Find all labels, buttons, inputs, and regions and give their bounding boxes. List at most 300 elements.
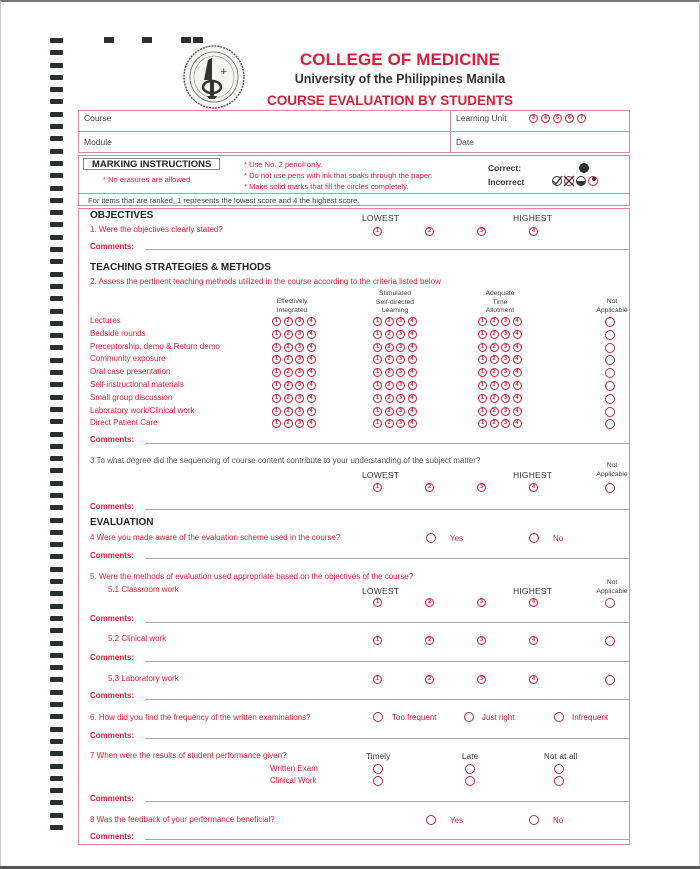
learning-unit-bubble-7[interactable]: 7: [577, 114, 586, 123]
timing-mark: [50, 345, 63, 350]
method-6-criteria-1-bubble-2[interactable]: 2: [385, 394, 394, 403]
method-4-criteria-1-bubble-4[interactable]: 4: [408, 368, 417, 377]
comments-line-q5-1[interactable]: [145, 622, 630, 623]
method-0-criteria-1-bubble-2[interactable]: 2: [385, 317, 394, 326]
highest-label: HIGHEST: [513, 213, 553, 223]
q5-2-bubble-1[interactable]: 1: [373, 636, 382, 645]
not-applicable-label: Not Applicable: [596, 579, 628, 595]
timing-mark: [50, 186, 63, 191]
q7-row-clinical-work: Clinical Work: [270, 776, 317, 785]
q6-infrequent-radio[interactable]: [554, 712, 564, 722]
q7-written-not-at-all-radio[interactable]: [554, 764, 564, 774]
comments-line-q1[interactable]: [145, 249, 630, 250]
q8-yes-label: Yes: [450, 816, 464, 825]
method-4-criteria-1-bubble-1[interactable]: 1: [373, 368, 382, 377]
highest-label: HIGHEST: [513, 470, 553, 480]
university-seal-icon: [182, 44, 246, 110]
q3-bubble-3[interactable]: 3: [477, 483, 486, 492]
comments-label: Comments:: [90, 731, 135, 740]
method-3-criteria-2-bubble-2[interactable]: 2: [490, 355, 499, 364]
q5-2-bubble-4[interactable]: 4: [529, 636, 538, 645]
method-3-criteria-1-bubble-1[interactable]: 1: [373, 355, 382, 364]
q5-1-not-applicable-radio[interactable]: [605, 598, 615, 608]
method-6-criteria-2-bubble-1[interactable]: 1: [478, 394, 487, 403]
q6-just-right-label: Just right: [482, 713, 515, 722]
q6-too-frequent-radio[interactable]: [373, 712, 383, 722]
comments-line-q4[interactable]: [145, 558, 630, 559]
q5-3-bubble-2[interactable]: 2: [425, 675, 434, 684]
method-5-criteria-2-bubble-2[interactable]: 2: [490, 381, 499, 390]
q4-yes-label: Yes: [450, 534, 464, 543]
q5-3-not-applicable-radio[interactable]: [605, 675, 615, 685]
question-4: 4 Were you made aware of the evaluation scheme used in the course?: [90, 533, 341, 542]
question-5: 5. Were the methods of evaluation used appropriate based on the objectives of the course?: [90, 572, 414, 581]
method-8-criteria-0-bubble-2[interactable]: 2: [284, 419, 293, 428]
timing-mark: [50, 419, 63, 424]
method-8-criteria-1-bubble-2[interactable]: 2: [385, 419, 394, 428]
method-2-criteria-0-bubble-1[interactable]: 1: [272, 343, 281, 352]
comments-line-q5-3[interactable]: [145, 699, 630, 700]
timing-mark: [50, 554, 63, 559]
q4-yes-radio[interactable]: [426, 533, 436, 543]
comments-label: Comments:: [90, 551, 135, 560]
method-0-criteria-1-bubble-4[interactable]: 4: [408, 317, 417, 326]
method-1-criteria-1-bubble-4[interactable]: 4: [408, 330, 417, 339]
timing-mark: [50, 333, 63, 338]
objectives-heading: OBJECTIVES: [90, 210, 154, 221]
timing-mark: [50, 665, 63, 670]
timing-mark: [50, 284, 63, 289]
timing-mark: [50, 259, 63, 264]
q5-2-bubble-2[interactable]: 2: [425, 636, 434, 645]
q3-bubble-2[interactable]: 2: [425, 483, 434, 492]
method-3-criteria-2-bubble-1[interactable]: 1: [478, 355, 487, 364]
timing-mark: [50, 370, 63, 375]
question-5-1: 5.1 Classroom work: [108, 585, 179, 594]
rule-2: * Do not use pens with ink that soaks through the paper.: [244, 171, 433, 180]
timing-mark: [50, 542, 63, 547]
no-erasures-note: * No erasures are allowed: [103, 175, 191, 184]
timing-mark: [50, 764, 63, 769]
timing-mark: [50, 800, 63, 805]
method-2-criteria-1-bubble-1[interactable]: 1: [373, 343, 382, 352]
registration-mark: [142, 37, 152, 43]
form-title: COURSE EVALUATION BY STUDENTS: [266, 93, 514, 108]
q8-yes-radio[interactable]: [426, 815, 436, 825]
q1-bubble-4[interactable]: 4: [529, 227, 538, 236]
method-4-criteria-0-bubble-1[interactable]: 1: [272, 368, 281, 377]
method-5-criteria-1-bubble-4[interactable]: 4: [408, 381, 417, 390]
method-3-criteria-0-bubble-3[interactable]: 3: [295, 355, 304, 364]
method-2-criteria-2-bubble-4[interactable]: 4: [513, 343, 522, 352]
method-1-criteria-1-bubble-2[interactable]: 2: [385, 330, 394, 339]
timing-mark: [50, 493, 63, 498]
method-7-criteria-1-bubble-4[interactable]: 4: [408, 407, 417, 416]
method-4-criteria-2-bubble-2[interactable]: 2: [490, 368, 499, 377]
method-2-criteria-1-bubble-4[interactable]: 4: [408, 343, 417, 352]
q7-col-not-at-all: Not at all: [544, 752, 578, 761]
method-3-criteria-0-bubble-2[interactable]: 2: [284, 355, 293, 364]
timing-mark: [50, 112, 63, 117]
learning-unit-bubble-6[interactable]: 6: [565, 114, 574, 123]
timing-mark: [50, 87, 63, 92]
timing-mark: [50, 776, 63, 781]
timing-mark: [50, 714, 63, 719]
method-1-criteria-1-bubble-3[interactable]: 3: [396, 330, 405, 339]
method-7-criteria-0-bubble-3[interactable]: 3: [295, 407, 304, 416]
q3-bubble-4[interactable]: 4: [529, 483, 538, 492]
timing-marks: [50, 38, 64, 837]
q5-2-bubble-3[interactable]: 3: [477, 636, 486, 645]
timing-mark: [50, 395, 63, 400]
method-6-criteria-1-bubble-3[interactable]: 3: [396, 394, 405, 403]
method-4-criteria-2-bubble-3[interactable]: 3: [501, 368, 510, 377]
method-8-criteria-1-bubble-1[interactable]: 1: [373, 419, 382, 428]
method-8-criteria-2-bubble-1[interactable]: 1: [478, 419, 487, 428]
method-3-criteria-0-bubble-4[interactable]: 4: [307, 355, 316, 364]
method-1-criteria-0-bubble-2[interactable]: 2: [284, 330, 293, 339]
comments-label: Comments:: [90, 653, 135, 662]
method-7-criteria-2-bubble-4[interactable]: 4: [513, 407, 522, 416]
learning-unit-label: Learning Unit: [456, 113, 507, 123]
method-8-criteria-0-bubble-3[interactable]: 3: [295, 419, 304, 428]
evaluation-heading: EVALUATION: [90, 517, 154, 528]
method-8-criteria-0-bubble-1[interactable]: 1: [272, 419, 281, 428]
method-0-criteria-0-bubble-2[interactable]: 2: [284, 317, 293, 326]
method-1-criteria-2-bubble-2[interactable]: 2: [490, 330, 499, 339]
timing-mark: [50, 99, 63, 104]
method-1-criteria-0-bubble-3[interactable]: 3: [295, 330, 304, 339]
timing-mark: [50, 198, 63, 203]
method-0-criteria-0-bubble-1[interactable]: 1: [272, 317, 281, 326]
divider: [450, 110, 451, 153]
question-6: 6. How did you find the frequency of the written examinations?: [90, 713, 311, 722]
timing-mark: [50, 309, 63, 314]
method-label: Community exposure: [90, 354, 166, 364]
timing-mark: [50, 161, 63, 166]
method-7-criteria-1-bubble-2[interactable]: 2: [385, 407, 394, 416]
question-2: 2. Assess the pertinent teaching methods utilized in the course according to the criteria listed below: [90, 277, 441, 286]
method-3-criteria-2-bubble-3[interactable]: 3: [501, 355, 510, 364]
timing-mark: [50, 604, 63, 609]
q8-no-label: No: [553, 816, 564, 825]
method-0-criteria-1-bubble-1[interactable]: 1: [373, 317, 382, 326]
method-3-criteria-0-bubble-1[interactable]: 1: [272, 355, 281, 364]
timing-mark: [50, 591, 63, 596]
q6-just-right-radio[interactable]: [464, 712, 474, 722]
highest-label: HIGHEST: [513, 586, 553, 596]
method-label: Laboratory work/Clinical work: [90, 405, 195, 415]
method-5-criteria-2-bubble-4[interactable]: 4: [513, 381, 522, 390]
method-7-not-applicable-radio[interactable]: [605, 407, 615, 417]
q5-2-not-applicable-radio[interactable]: [605, 636, 615, 646]
method-0-criteria-1-bubble-3[interactable]: 3: [396, 317, 405, 326]
method-3-criteria-1-bubble-4[interactable]: 4: [408, 355, 417, 364]
method-5-criteria-0-bubble-4[interactable]: 4: [307, 381, 316, 390]
comments-label: Comments:: [90, 502, 135, 511]
comments-label: Comments:: [90, 832, 135, 841]
method-5-criteria-1-bubble-1[interactable]: 1: [373, 381, 382, 390]
rule-3: * Make solid marks that fill the circles completely.: [244, 182, 409, 191]
method-2-criteria-0-bubble-4[interactable]: 4: [307, 343, 316, 352]
timing-mark: [50, 751, 63, 756]
form-header: [250, 50, 530, 108]
ranking-note: For items that are ranked, 1 represents the lowest score and 4 the highest score.: [88, 196, 360, 205]
method-6-criteria-0-bubble-2[interactable]: 2: [284, 394, 293, 403]
institution-title: COLLEGE OF MEDICINE: [299, 50, 501, 69]
comments-label: Comments:: [90, 614, 135, 623]
method-label: Preceptorship, demo & Return demo: [90, 341, 220, 351]
method-1-not-applicable-radio[interactable]: [605, 330, 615, 340]
timing-mark: [50, 567, 63, 572]
rule-1: * Use No. 2 pencil only.: [244, 160, 323, 169]
method-0-criteria-0-bubble-4[interactable]: 4: [307, 317, 316, 326]
timing-mark: [50, 739, 63, 744]
svg-text:+: +: [220, 67, 228, 77]
method-2-criteria-2-bubble-3[interactable]: 3: [501, 343, 510, 352]
method-6-not-applicable-radio[interactable]: [605, 394, 615, 404]
method-1-criteria-0-bubble-1[interactable]: 1: [272, 330, 281, 339]
method-0-criteria-2-bubble-2[interactable]: 2: [490, 317, 499, 326]
lowest-label: LOWEST: [362, 470, 400, 480]
q5-3-bubble-3[interactable]: 3: [477, 675, 486, 684]
q8-no-radio[interactable]: [529, 815, 539, 825]
timing-mark: [50, 358, 63, 363]
timing-mark: [50, 825, 63, 830]
questions-box: [78, 208, 630, 845]
timing-mark: [50, 530, 63, 535]
timing-mark: [50, 456, 63, 461]
timing-mark: [50, 616, 63, 621]
q5-1-bubble-2[interactable]: 2: [425, 598, 434, 607]
comments-line-q3[interactable]: [145, 509, 630, 510]
lowest-label: LOWEST: [362, 213, 400, 223]
method-5-criteria-2-bubble-3[interactable]: 3: [501, 381, 510, 390]
timing-mark: [50, 50, 63, 55]
q5-3-bubble-1[interactable]: 1: [373, 675, 382, 684]
method-3-criteria-1-bubble-3[interactable]: 3: [396, 355, 405, 364]
q7-clinical-not-at-all-radio[interactable]: [554, 776, 564, 786]
criteria-adequate-time: Adequate Time Allotment: [485, 290, 515, 314]
method-1-criteria-0-bubble-4[interactable]: 4: [307, 330, 316, 339]
correct-label: Correct:: [488, 163, 522, 173]
timing-mark: [50, 727, 63, 732]
method-0-criteria-2-bubble-1[interactable]: 1: [478, 317, 487, 326]
method-label: Lectures: [90, 316, 121, 325]
q7-clinical-timely-radio[interactable]: [373, 776, 383, 786]
comments-line-q6[interactable]: [145, 738, 630, 739]
timing-mark: [50, 38, 63, 43]
q5-1-bubble-4[interactable]: 4: [529, 598, 538, 607]
method-5-criteria-0-bubble-1[interactable]: 1: [272, 381, 281, 390]
question-1: 1. Were the objectives clearly stated?: [90, 225, 223, 234]
timing-mark: [50, 628, 63, 633]
method-6-criteria-2-bubble-4[interactable]: 4: [513, 394, 522, 403]
method-7-criteria-2-bubble-2[interactable]: 2: [490, 407, 499, 416]
method-8-criteria-1-bubble-3[interactable]: 3: [396, 419, 405, 428]
learning-unit-bubble-4[interactable]: 4: [541, 114, 550, 123]
q7-col-late: Late: [462, 752, 479, 761]
method-8-criteria-2-bubble-4[interactable]: 4: [513, 419, 522, 428]
course-field[interactable]: Course: [84, 113, 112, 123]
method-3-criteria-2-bubble-4[interactable]: 4: [513, 355, 522, 364]
method-4-criteria-2-bubble-4[interactable]: 4: [513, 368, 522, 377]
method-label: Bedside rounds: [90, 328, 146, 338]
q1-bubble-1[interactable]: 1: [373, 227, 382, 236]
q4-no-radio[interactable]: [529, 533, 539, 543]
method-6-criteria-1-bubble-4[interactable]: 4: [408, 394, 417, 403]
timing-mark: [50, 641, 63, 646]
method-2-criteria-0-bubble-2[interactable]: 2: [284, 343, 293, 352]
q5-1-bubble-3[interactable]: 3: [477, 598, 486, 607]
q6-too-frequent-label: Too frequent: [392, 713, 437, 722]
method-0-not-applicable-radio[interactable]: [605, 317, 615, 327]
timing-mark: [50, 63, 63, 68]
question-8: 8 Was the feedback of your performance beneficial?: [90, 815, 275, 824]
method-7-criteria-1-bubble-3[interactable]: 3: [396, 407, 405, 416]
teaching-heading: TEACHING STRATEGIES & METHODS: [90, 262, 271, 273]
method-8-criteria-0-bubble-4[interactable]: 4: [307, 419, 316, 428]
question-5-2: 5.2 Clinical work: [108, 634, 167, 643]
learning-unit-bubble-3[interactable]: 3: [529, 114, 538, 123]
method-4-criteria-2-bubble-1[interactable]: 1: [478, 368, 487, 377]
comments-label: Comments:: [90, 435, 135, 444]
method-7-criteria-2-bubble-1[interactable]: 1: [478, 407, 487, 416]
q6-infrequent-label: Infrequent: [572, 713, 609, 722]
comments-line-q8[interactable]: [145, 839, 630, 840]
criteria-not-applicable: Not Applicable: [596, 298, 628, 314]
method-label: Direct Patient Care: [90, 418, 158, 428]
method-5-criteria-0-bubble-3[interactable]: 3: [295, 381, 304, 390]
method-2-criteria-1-bubble-3[interactable]: 3: [396, 343, 405, 352]
method-1-criteria-2-bubble-1[interactable]: 1: [478, 330, 487, 339]
method-5-criteria-1-bubble-2[interactable]: 2: [385, 381, 394, 390]
method-6-criteria-0-bubble-1[interactable]: 1: [272, 394, 281, 403]
registration-mark: [193, 37, 203, 43]
question-3: 3 To what degree did the sequencing of course content contribute to your understanding of the subject matter?: [90, 456, 481, 465]
timing-mark: [50, 505, 63, 510]
q1-bubble-3[interactable]: 3: [477, 227, 486, 236]
q3-bubble-1[interactable]: 1: [373, 483, 382, 492]
timing-mark: [50, 235, 63, 240]
method-label: Self-instructional materials: [90, 380, 184, 389]
timing-mark: [50, 210, 63, 215]
timing-mark: [50, 653, 63, 658]
timing-mark: [50, 518, 63, 523]
method-7-criteria-1-bubble-1[interactable]: 1: [373, 407, 382, 416]
method-2-not-applicable-radio[interactable]: [605, 343, 615, 353]
method-7-criteria-2-bubble-3[interactable]: 3: [501, 407, 510, 416]
q7-clinical-late-radio[interactable]: [465, 776, 475, 786]
method-1-criteria-2-bubble-3[interactable]: 3: [501, 330, 510, 339]
method-8-criteria-2-bubble-3[interactable]: 3: [501, 419, 510, 428]
module-field[interactable]: Module: [84, 137, 112, 147]
method-5-criteria-0-bubble-2[interactable]: 2: [284, 381, 293, 390]
timing-mark: [50, 247, 63, 252]
method-6-criteria-2-bubble-2[interactable]: 2: [490, 394, 499, 403]
timing-mark: [50, 481, 63, 486]
timing-mark: [50, 690, 63, 695]
timing-mark: [50, 788, 63, 793]
method-2-criteria-1-bubble-2[interactable]: 2: [385, 343, 394, 352]
q4-no-label: No: [553, 534, 564, 543]
method-6-criteria-0-bubble-4[interactable]: 4: [307, 394, 316, 403]
q1-bubble-2[interactable]: 2: [425, 227, 434, 236]
method-5-criteria-2-bubble-1[interactable]: 1: [478, 381, 487, 390]
method-label: Oral case presentation: [90, 367, 171, 377]
method-6-criteria-2-bubble-3[interactable]: 3: [501, 394, 510, 403]
incorrect-label: Incorrect: [488, 177, 525, 187]
q7-written-late-radio[interactable]: [465, 764, 475, 774]
method-label: Small group discussion: [90, 392, 173, 402]
method-0-criteria-0-bubble-3[interactable]: 3: [295, 317, 304, 326]
timing-mark: [50, 173, 63, 178]
criteria-effectively-integrated: Effectively Integrated: [276, 298, 308, 314]
registration-mark: [104, 37, 114, 43]
method-4-criteria-0-bubble-2[interactable]: 2: [284, 368, 293, 377]
method-1-criteria-2-bubble-4[interactable]: 4: [513, 330, 522, 339]
method-8-criteria-1-bubble-4[interactable]: 4: [408, 419, 417, 428]
method-8-criteria-2-bubble-2[interactable]: 2: [490, 419, 499, 428]
timing-mark: [50, 579, 63, 584]
timing-mark: [50, 382, 63, 387]
timing-mark: [50, 468, 63, 473]
method-4-criteria-1-bubble-3[interactable]: 3: [396, 368, 405, 377]
method-5-not-applicable-radio[interactable]: [605, 381, 615, 391]
method-6-criteria-1-bubble-1[interactable]: 1: [373, 394, 382, 403]
method-4-criteria-0-bubble-4[interactable]: 4: [307, 368, 316, 377]
timing-mark: [50, 407, 63, 412]
method-6-criteria-0-bubble-3[interactable]: 3: [295, 394, 304, 403]
date-field[interactable]: Date: [456, 137, 474, 147]
criteria-self-directed-learning: Stimulated Self-directed Learning: [375, 290, 415, 314]
university-name: University of the Philippines Manila: [294, 72, 506, 86]
comments-line-q2[interactable]: [145, 443, 630, 444]
comments-line-q5-2[interactable]: [145, 661, 630, 662]
timing-mark: [50, 136, 63, 141]
method-0-criteria-2-bubble-3[interactable]: 3: [501, 317, 510, 326]
timing-mark: [50, 432, 63, 437]
method-5-criteria-1-bubble-3[interactable]: 3: [396, 381, 405, 390]
method-7-criteria-0-bubble-1[interactable]: 1: [272, 407, 281, 416]
question-5-3: 5.3 Laboratory work: [108, 674, 179, 683]
method-4-criteria-1-bubble-2[interactable]: 2: [385, 368, 394, 377]
q7-written-timely-radio[interactable]: [373, 764, 383, 774]
method-7-criteria-0-bubble-4[interactable]: 4: [307, 407, 316, 416]
timing-mark: [50, 813, 63, 818]
divider: [78, 193, 630, 194]
method-0-criteria-2-bubble-4[interactable]: 4: [513, 317, 522, 326]
method-4-criteria-0-bubble-3[interactable]: 3: [295, 368, 304, 377]
timing-mark: [50, 444, 63, 449]
learning-unit-bubble-5[interactable]: 5: [553, 114, 562, 123]
method-2-criteria-2-bubble-2[interactable]: 2: [490, 343, 499, 352]
timing-mark: [50, 149, 63, 154]
timing-mark: [50, 321, 63, 326]
comments-label: Comments:: [90, 691, 135, 700]
q5-3-bubble-4[interactable]: 4: [529, 675, 538, 684]
not-applicable-label: Not Applicable: [596, 462, 628, 478]
method-2-criteria-0-bubble-3[interactable]: 3: [295, 343, 304, 352]
comments-line-q7[interactable]: [145, 801, 630, 802]
method-7-criteria-0-bubble-2[interactable]: 2: [284, 407, 293, 416]
q3-not-applicable-radio[interactable]: [605, 483, 615, 493]
method-2-criteria-2-bubble-1[interactable]: 1: [478, 343, 487, 352]
marking-instructions-title: MARKING INSTRUCTIONS: [83, 158, 220, 170]
method-1-criteria-1-bubble-1[interactable]: 1: [373, 330, 382, 339]
q5-1-bubble-1[interactable]: 1: [373, 598, 382, 607]
method-3-criteria-1-bubble-2[interactable]: 2: [385, 355, 394, 364]
